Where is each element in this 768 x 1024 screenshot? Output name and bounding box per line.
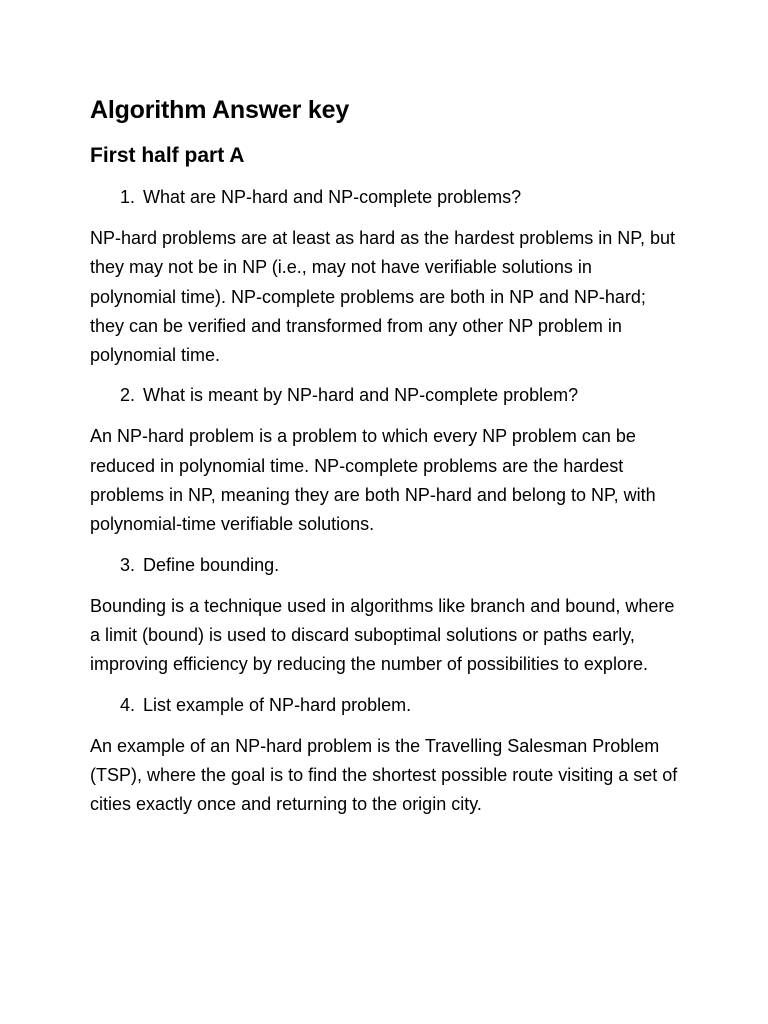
question-text: What are NP-hard and NP-complete problems? (143, 187, 522, 207)
question-3 (90, 552, 680, 578)
qa-item-2 (90, 382, 680, 539)
document-page (90, 94, 680, 831)
section-heading: First half part A (90, 144, 245, 167)
question-2 (90, 382, 680, 408)
answer-2: An NP-hard problem is a problem to which every NP problem can be reduced in polynomial time. NP-complete problems are the hardest problems in NP, meaning they are both NP-hard and belong to NP, with polynomial-time verifiable solutions. (90, 426, 656, 535)
question-4 (90, 692, 680, 718)
question-text: What is meant by NP-hard and NP-complete problem? (143, 385, 579, 406)
qa-item-1 (90, 184, 680, 370)
question-number: 2. (119, 385, 135, 406)
answer-4: An example of an NP-hard problem is the Travelling Salesman Problem (TSP), where the goal is to find the shortest possible route visiting a set of cities exactly once and returning to the origin city. (90, 735, 678, 815)
qa-item-4 (90, 692, 680, 820)
question-number: 1. (119, 187, 135, 207)
question-number: 3. (119, 554, 135, 575)
qa-item-3 (90, 552, 680, 680)
question-text: List example of NP-hard problem. (143, 694, 412, 715)
document-title: Algorithm Answer key (90, 96, 350, 124)
question-number: 4. (119, 694, 135, 715)
question-text: Define bounding. (143, 554, 280, 575)
answer-3: Bounding is a technique used in algorithms like branch and bound, where a limit (bound) is used to discard suboptimal solutions or paths early, improving efficiency by reducing the number of possibilities to explore. (90, 595, 675, 675)
answer-1: NP-hard problems are at least as hard as the hardest problems in NP, but they may not be in NP (i.e., may not have verifiable solutions in polynomial time). NP-complete problems are both in NP and NP-hard; they can be verified and transformed from any other NP problem in polynomial time. (90, 228, 675, 366)
question-1 (90, 184, 680, 210)
